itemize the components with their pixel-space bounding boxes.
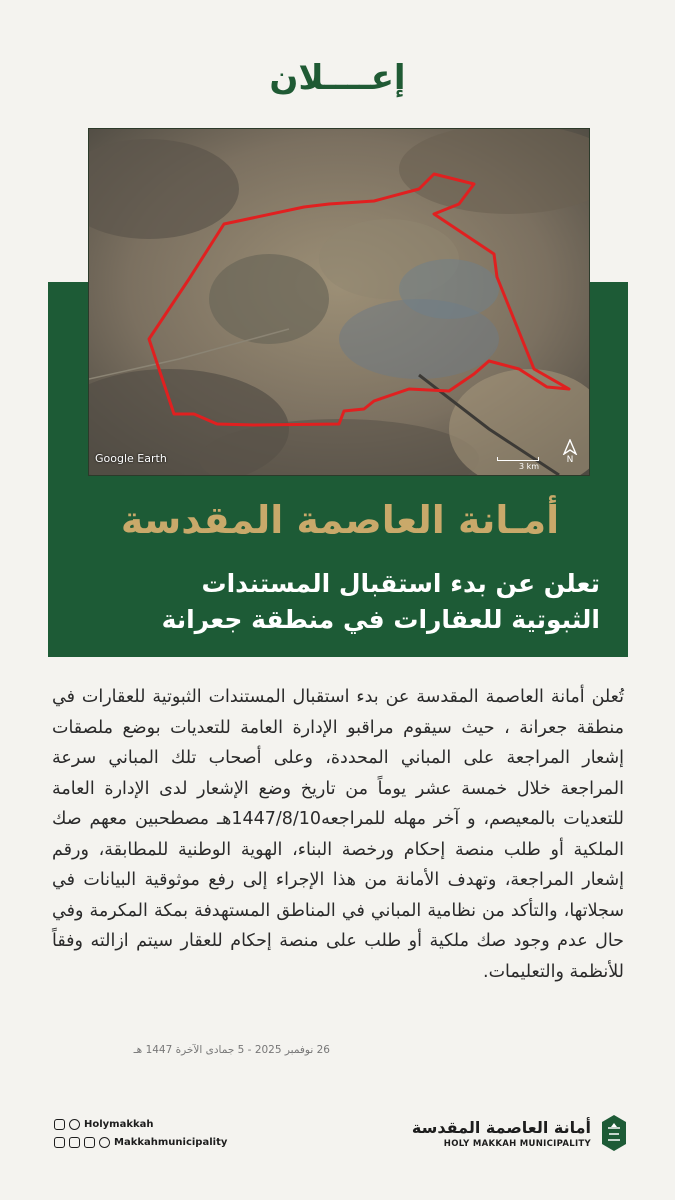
announcement-subhead [60, 566, 600, 639]
social-handle-makkahmunicipality[interactable]: Makkahmunicipality [114, 1136, 228, 1148]
globe-icon[interactable] [69, 1119, 80, 1130]
north-arrow-icon [561, 439, 579, 465]
announcement-headline: أمـانة العاصمة المقدسة [120, 498, 560, 542]
page-title: إعــــلان [269, 58, 406, 98]
scale-label: 3 km [518, 462, 539, 471]
publish-date: 26 نوفمبر 2025 - 5 جمادى الآخرة 1447 هـ [133, 1044, 330, 1056]
snapchat-icon[interactable] [69, 1137, 80, 1148]
hill-patch [209, 254, 329, 344]
x-icon[interactable] [54, 1119, 65, 1130]
announcement-body: تُعلن أمانة العاصمة المقدسة عن بدء استقبال المستندات الثبوتية للعقارات في منطقة جعرانة ، حيث سيقوم مراقبو الإدارة العامة للتعديات بوضع ملصقات إشعار المراجعة على المباني المحددة، وعلى أصحاب تلك المباني سرعة المراجعة خلال خمسة عشر يوماً من تاريخ وضع الإشعار لدى الإدارة العامة للتعديات بالمعيصم، و آخر مهله للمراجعه1447/8/10هـ مصطحبين معهم صك الملكية أو طلب منصة إحكام ورخصة البناء، الهوية الوطنية للمطابقة، ورقم إشعار المراجعة، وتهدف الأمانة من هذا الإجراء إلى رفع موثوقية البيانات في سجلاتها، والتأكد من نظامية المباني في المناطق المستهدفة بمكة المكرمة وفي حال عدم وجود صك ملكية أو طلب على منصة إحكام للعقار سيتم ازالته وفقاً للأنظمة والتعليمات. [52, 687, 624, 982]
social-handle-holymakkah[interactable]: Holymakkah [84, 1118, 154, 1130]
logo-text [412, 1118, 591, 1149]
google-earth-watermark: Google Earth [95, 452, 167, 465]
social-row-1 [54, 1115, 227, 1133]
social-links [54, 1115, 227, 1151]
urban-area [399, 259, 499, 319]
map-graphic [89, 129, 589, 475]
scale-bar [497, 457, 539, 461]
social-row-2 [54, 1133, 227, 1151]
municipality-logo [412, 1112, 629, 1154]
subhead-line-1: تعلن عن بدء استقبال المستندات [201, 569, 600, 598]
emblem-icon [599, 1112, 629, 1154]
satellite-map [88, 128, 590, 476]
logo-english-name: HOLY MAKKAH MUNICIPALITY [443, 1138, 591, 1149]
youtube-icon[interactable] [54, 1137, 65, 1148]
logo-arabic-name: أمانة العاصمة المقدسة [411, 1117, 591, 1137]
north-label: N [566, 455, 574, 465]
threads-icon[interactable] [99, 1137, 110, 1148]
instagram-icon[interactable] [84, 1137, 95, 1148]
subhead-line-2: الثبوتية للعقارات في منطقة جعرانة [161, 605, 600, 635]
